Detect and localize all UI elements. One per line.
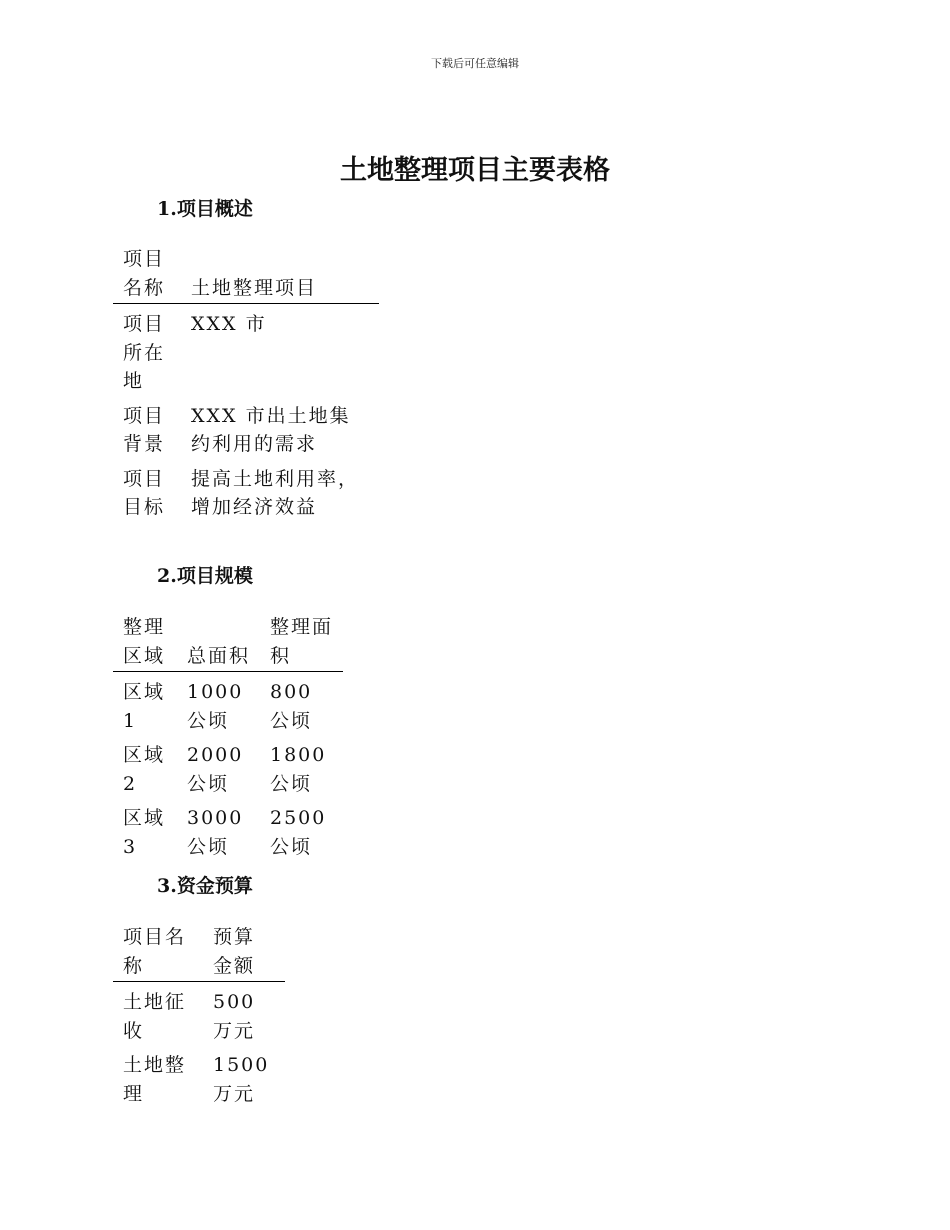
column-header: 项目名称 (113, 923, 203, 982)
table-cell: XXX 市出土地集约利用的需求 (191, 404, 351, 455)
table-cell: 800 公顷 (270, 681, 313, 732)
table-cell: 3000 公顷 (187, 807, 244, 858)
table-cell: 提高土地利用率，增加经济效益 (191, 467, 360, 518)
column-header: 预算金额 (203, 923, 285, 982)
table-cell: XXX 市 (191, 313, 267, 335)
table-cell: 区域 2 (123, 744, 166, 795)
section-heading-scale: 2.项目规模 (157, 565, 253, 587)
table-row (113, 982, 285, 1046)
scale-table (113, 613, 343, 861)
table-row (113, 735, 343, 798)
column-header: 整理面积 (260, 613, 343, 672)
table-cell: 项目背景 (123, 404, 166, 455)
budget-table (113, 923, 285, 1108)
overview-table (113, 245, 379, 522)
table-row (113, 1045, 285, 1108)
table-row (113, 672, 343, 736)
table-cell: 土地整理 (123, 1054, 187, 1105)
column-header: 项目名称 (113, 245, 181, 304)
table-cell: 区域 3 (123, 807, 166, 858)
column-header: 整理区域 (113, 613, 177, 672)
table-cell: 1000 公顷 (187, 681, 244, 732)
table-cell: 土地征收 (123, 991, 187, 1042)
table-cell: 项目所在地 (123, 313, 166, 392)
table-row (113, 396, 379, 459)
document-title: 土地整理项目主要表格 (340, 155, 610, 186)
table-cell: 项目目标 (123, 467, 166, 518)
column-header: 土地整理项目 (181, 245, 379, 304)
table-header-row (113, 923, 285, 982)
table-row (113, 798, 343, 861)
table-cell: 1800 公顷 (270, 744, 327, 795)
table-cell: 区域 1 (123, 681, 166, 732)
section-heading-budget: 3.资金预算 (157, 875, 253, 897)
table-row (113, 304, 379, 396)
table-cell: 2000 公顷 (187, 744, 244, 795)
header-note: 下载后可任意编辑 (431, 57, 519, 70)
table-cell: 500 万元 (213, 991, 256, 1042)
column-header: 总面积 (177, 613, 260, 672)
section-heading-overview: 1.项目概述 (157, 198, 253, 220)
table-cell: 2500 公顷 (270, 807, 327, 858)
table-cell: 1500 万元 (213, 1054, 270, 1105)
table-row (113, 459, 379, 522)
table-header-row (113, 613, 343, 672)
table-header-row (113, 245, 379, 304)
